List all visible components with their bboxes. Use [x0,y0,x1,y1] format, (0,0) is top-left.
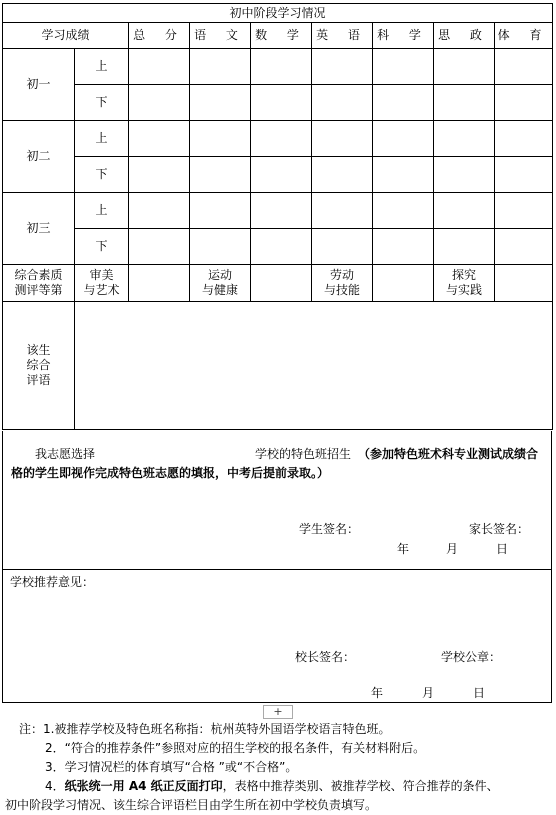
score-cell[interactable] [373,157,434,193]
table-title: 初中阶段学习情况 [3,4,553,23]
quality-item-sports: 运动 与健康 [190,265,251,302]
quality-item-aesthetics: 审美 与艺术 [75,265,129,302]
wish-year: 年 [397,542,410,556]
note-4: 4．纸张统一用 A4 纸正反面打印，表格中推荐类别、被推荐学校、符合推荐的条件、 [45,779,499,793]
wish-program: 学校的特色班招生 [255,447,352,461]
header-chinese: 语 文 [190,23,251,49]
quality-item-inquiry: 探究 与实践 [434,265,495,302]
header-english: 英 语 [312,23,373,49]
school-day: 日 [473,686,486,700]
score-cell[interactable] [312,193,373,229]
note-5: 初中阶段学习情况、该生综合评语栏目由学生所在初中学校负责填写。 [5,798,378,812]
score-cell[interactable] [373,121,434,157]
term-label: 下 [75,85,129,121]
score-cell[interactable] [251,49,312,85]
term-label: 下 [75,229,129,265]
study-table [2,3,553,430]
header-politics: 思 政 [434,23,495,49]
term-label: 上 [75,121,129,157]
note-3: 3．学习情况栏的体育填写“合格 ”或“不合格”。 [45,760,298,774]
grade-label: 初二 [3,121,75,193]
score-cell[interactable] [434,193,495,229]
score-cell[interactable] [251,121,312,157]
quality-value-cell[interactable] [495,265,553,302]
score-cell[interactable] [129,85,190,121]
score-cell[interactable] [251,229,312,265]
score-cell[interactable] [312,157,373,193]
score-cell[interactable] [251,193,312,229]
score-cell[interactable] [495,229,553,265]
wish-note-line2: 格的学生即视作完成特色班志愿的填报，中考后提前录取。） [11,466,330,480]
school-section [2,570,552,703]
school-month: 月 [422,686,435,700]
grade-label: 初三 [3,193,75,265]
score-cell[interactable] [495,193,553,229]
score-cell[interactable] [251,85,312,121]
note-2: 2．“符合的推荐条件”参照对应的招生学校的报名条件，有关材料附后。 [45,741,426,755]
wish-note-line1: （参加特色班术科专业测试成绩合 [358,447,539,461]
wish-month: 月 [446,542,459,556]
score-cell[interactable] [434,85,495,121]
score-cell[interactable] [312,229,373,265]
quality-label: 综合素质 测评等第 [3,265,75,302]
header-pe: 体 育 [495,23,553,49]
principal-signature-label: 校长签名： [295,650,356,664]
score-cell[interactable] [434,229,495,265]
score-cell[interactable] [129,49,190,85]
header-math: 数 学 [251,23,312,49]
school-year: 年 [371,686,384,700]
score-cell[interactable] [373,193,434,229]
header-science: 科 学 [373,23,434,49]
wish-section [2,431,552,570]
score-cell[interactable] [434,157,495,193]
wish-day: 日 [496,542,509,556]
score-cell[interactable] [312,49,373,85]
expand-table-button[interactable]: + [263,705,293,719]
term-label: 上 [75,193,129,229]
comment-label: 该生 综合 评语 [3,302,75,430]
score-cell[interactable] [434,49,495,85]
score-cell[interactable] [373,229,434,265]
header-study-grades: 学习成绩 [3,23,129,49]
score-cell[interactable] [129,157,190,193]
score-cell[interactable] [190,229,251,265]
notes [5,720,553,815]
score-cell[interactable] [190,157,251,193]
grade-label: 初一 [3,49,75,121]
score-cell[interactable] [190,49,251,85]
header-total: 总 分 [129,23,190,49]
term-label: 下 [75,157,129,193]
score-cell[interactable] [495,121,553,157]
parent-signature-label: 家长签名： [469,522,530,536]
score-cell[interactable] [373,49,434,85]
quality-value-cell[interactable] [129,265,190,302]
term-label: 上 [75,49,129,85]
note-1: 注：1.被推荐学校及特色班名称指：杭州英特外国语学校语言特色班。 [19,722,391,736]
score-cell[interactable] [312,85,373,121]
score-cell[interactable] [190,121,251,157]
wish-label: 我志愿选择 [35,447,96,461]
school-seal-label: 学校公章： [441,650,502,664]
quality-value-cell[interactable] [251,265,312,302]
score-cell[interactable] [495,85,553,121]
quality-value-cell[interactable] [373,265,434,302]
student-signature-label: 学生签名： [299,522,360,536]
score-cell[interactable] [495,157,553,193]
score-cell[interactable] [129,229,190,265]
score-cell[interactable] [495,49,553,85]
quality-item-labor: 劳动 与技能 [312,265,373,302]
score-cell[interactable] [190,85,251,121]
school-opinion-label: 学校推荐意见： [10,575,95,589]
score-cell[interactable] [190,193,251,229]
score-cell[interactable] [129,121,190,157]
score-cell[interactable] [312,121,373,157]
score-cell[interactable] [434,121,495,157]
comment-input-area[interactable] [75,302,553,430]
score-cell[interactable] [129,193,190,229]
score-cell[interactable] [251,157,312,193]
score-cell[interactable] [373,85,434,121]
